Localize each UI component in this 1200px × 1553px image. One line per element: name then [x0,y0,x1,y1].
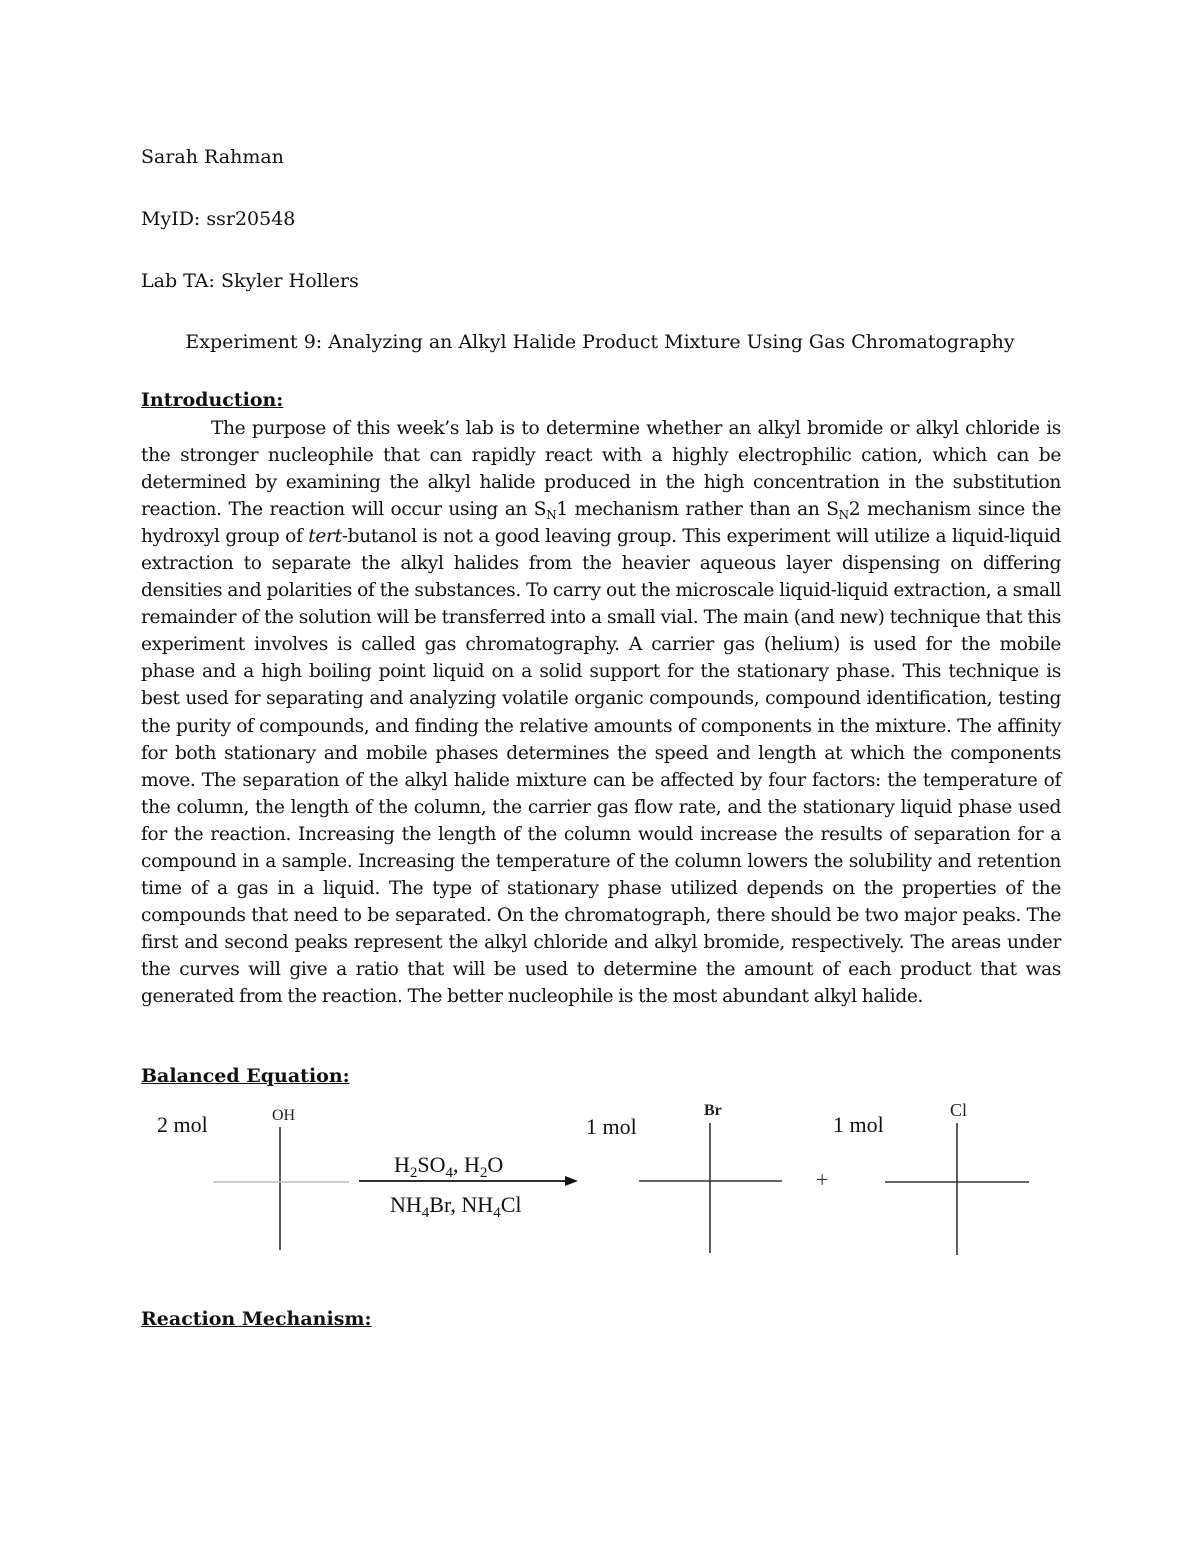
experiment-title: Experiment 9: Analyzing an Alkyl Halide Product Mixture Using Gas Chromatography [185,331,1015,353]
reaction-mechanism-heading: Reaction Mechanism: [141,1308,372,1330]
reagents-top: $H_2SO_4$, $H_2O$ [394,1152,504,1181]
product2-cl-label: Cl [950,1100,968,1120]
intro-text-1: The purpose of this week’s lab is to determine whether an alkyl bromide or alkyl chloride is the stronger nucleophile that can rapidly react with a highly electrophilic cation, which can be determined by examining the alkyl halide produced in the high concentration in the substitution reaction. The reaction will occur using an S [141,418,1061,521]
reagents-bottom: $NH_4Br$, $NH_4Cl$ [390,1192,522,1221]
sn2-subscript: N [838,508,849,523]
intro-text-4: -butanol is not a good leaving group. This experiment will utilize a liquid-liquid extraction to separate the alkyl halides from the heavier aqueous layer dispensing on differing densities and polarities of the substances. To carry out the microscale liquid-liquid extraction, a small remainder of the solution will be transferred into a small vial. The main (and new) technique that this experiment involves is called gas chromatography. A carrier gas (helium) is used for the mobile phase and a high boiling point liquid on a solid support for the stationary phase. This technique is best used for separating and analyzing volatile organic compounds, compound identification, testing the purity of compounds, and finding the relative amounts of components in the mixture. The affinity for both stationary and mobile phases determines the speed and length at which the components move. The separation of the alkyl halide mixture can be affected by four factors: the temperature of the column, the length of the column, the carrier gas flow rate, and the stationary liquid phase used for the reaction. Increasing the length of the column would increase the results of separation for a compound in a sample. Increasing the temperature of the column lowers the solubility and retention time of a gas in a liquid. The type of stationary phase utilized depends on the properties of the compounds that need to be separated. On the chromatograph, there should be two major peaks. The first and second peaks represent the alkyl chloride and alkyl bromide, respectively. The areas under the curves will give a ratio that will be used to determine the amount of each product that was generated from the reaction. The better nucleophile is the most abundant alkyl halide. [141,526,1061,1007]
intro-text-3: 2 mechanism since the hydroxyl group of [141,499,1062,548]
reactant-oh-label: OH [272,1107,296,1124]
reaction-arrow-head [565,1176,578,1186]
student-name: Sarah Rahman [141,146,284,168]
student-id: MyID: ssr20548 [141,208,296,230]
reactant-amount: 2 mol [157,1112,208,1137]
lab-ta: Lab TA: Skyler Hollers [141,270,359,292]
reaction-scheme [141,1095,1061,1265]
product1-amount: 1 mol [586,1114,637,1139]
sn1-subscript: N [546,508,557,523]
tert-italic: tert [308,526,342,548]
introduction-paragraph [141,415,1061,1010]
balanced-equation-heading: Balanced Equation: [141,1065,350,1087]
product2-amount: 1 mol [833,1112,884,1137]
intro-text-2: 1 mechanism rather than an S [556,499,839,521]
introduction-heading: Introduction: [141,389,284,411]
plus-sign: + [816,1167,829,1192]
product1-br-label: Br [704,1102,722,1119]
